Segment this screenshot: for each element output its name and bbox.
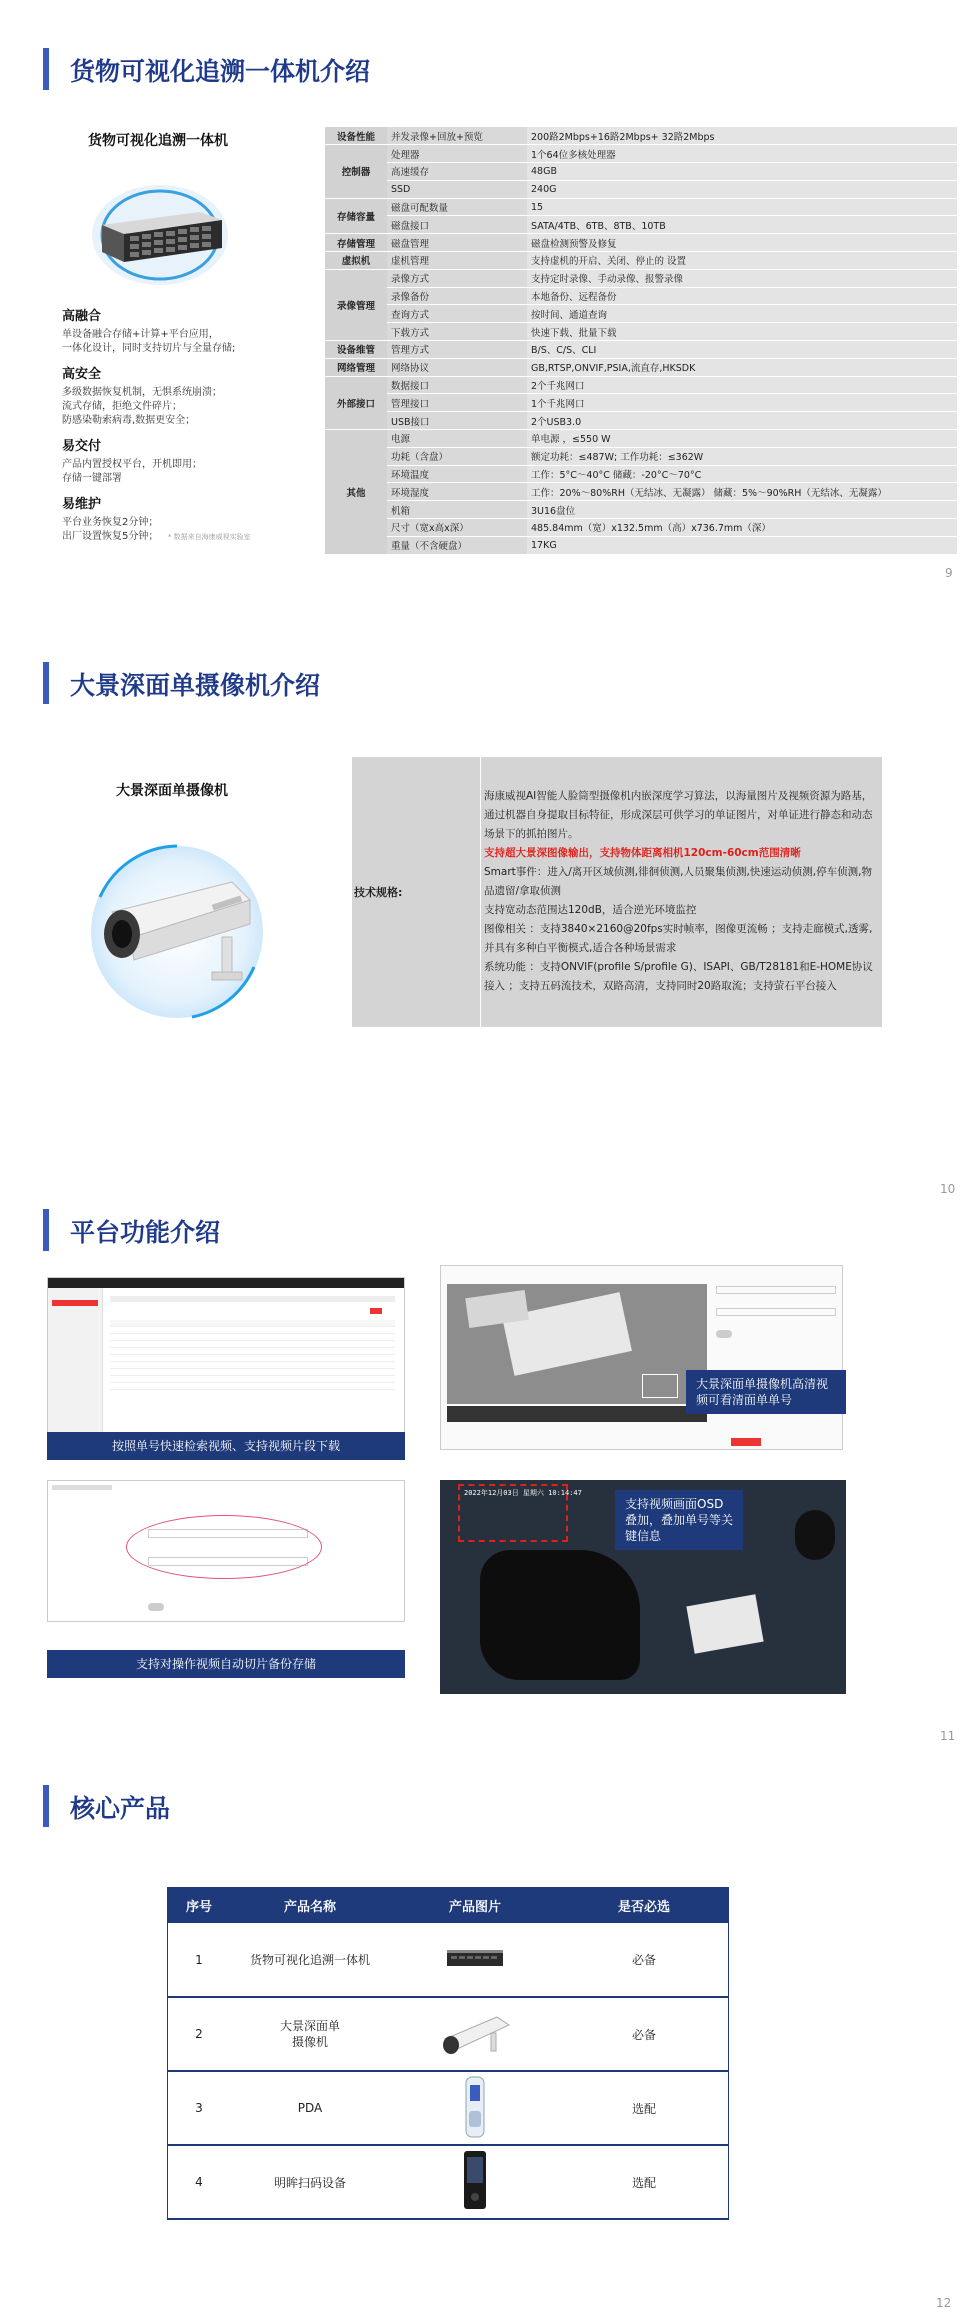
feature-line: 流式存储，拒绝文件碎片； bbox=[62, 401, 182, 412]
page-number: 10 bbox=[940, 1182, 956, 1196]
table-row bbox=[110, 1376, 395, 1383]
spec-item: 下载方式 bbox=[387, 323, 527, 341]
table-row bbox=[110, 1334, 395, 1341]
row-no: 3 bbox=[168, 2071, 230, 2145]
col-header: 序号 bbox=[168, 1887, 230, 1923]
feature-line-text: 出厂设置恢复5分钟； bbox=[62, 531, 159, 542]
server-image bbox=[90, 180, 230, 290]
table-row bbox=[110, 1369, 395, 1376]
row-name: 货物可视化追溯一体机 bbox=[230, 1923, 390, 1997]
camera-spec-label-cell bbox=[352, 757, 479, 1027]
sidebar-active-item bbox=[52, 1300, 98, 1306]
spec-item: 环境湿度 bbox=[387, 483, 527, 501]
spec-row bbox=[325, 198, 957, 216]
spec-value: SATA/4TB、6TB、8TB、10TB bbox=[527, 216, 957, 234]
scanner-product-icon bbox=[460, 2149, 490, 2213]
page-number: 11 bbox=[940, 1729, 956, 1743]
result-rows bbox=[110, 1320, 395, 1390]
camera-spec-box bbox=[352, 757, 882, 1027]
row-image bbox=[390, 1997, 560, 2071]
spec-row bbox=[325, 305, 957, 323]
spec-item: 处理器 bbox=[387, 145, 527, 163]
callout-osd: 支持视频画面OSD叠加，叠加单号等关键信息 bbox=[615, 1490, 743, 1550]
spec-value: 2个USB3.0 bbox=[527, 412, 957, 430]
table-row bbox=[168, 2145, 728, 2219]
spec-row bbox=[325, 323, 957, 341]
callout-hd: 大景深面单摄像机高清视频可看清面单单号 bbox=[686, 1370, 846, 1414]
caption-search: 按照单号快速检索视频、支持视频片段下载 bbox=[47, 1432, 405, 1460]
spec-value: 2个千兆网口 bbox=[527, 376, 957, 394]
toggle bbox=[148, 1603, 164, 1611]
spec-value: 磁盘检测预警及修复 bbox=[527, 234, 957, 252]
panel-field bbox=[716, 1286, 836, 1294]
spec-value: 17KG bbox=[527, 536, 957, 554]
spec-line: 图像相关 ：支持3840×2160@20fps实时帧率，图像更流畅 ；支持走廊模式,透雾, bbox=[484, 923, 873, 935]
zoom-box bbox=[642, 1374, 678, 1398]
app-header bbox=[48, 1278, 404, 1288]
slide1-title: 货物可视化追溯一体机介绍 bbox=[70, 57, 371, 86]
spec-line: 并具有多种白平衡模式,适合各种场景需求 bbox=[484, 942, 677, 954]
spec-item: 功耗（含盘） bbox=[387, 447, 527, 465]
spec-value: 支持定时录像、手动录像、报警录像 bbox=[527, 269, 957, 287]
spec-row bbox=[325, 501, 957, 519]
spec-row bbox=[325, 483, 957, 501]
spec-category: 外部接口 bbox=[325, 376, 387, 429]
spec-value: 1个64位多核处理器 bbox=[527, 145, 957, 163]
section-accent-bar bbox=[43, 1785, 49, 1827]
table-row bbox=[110, 1341, 395, 1348]
feature-block bbox=[62, 363, 312, 428]
spec-value: 485.84mm（宽）x132.5mm（高）x736.7mm（深） bbox=[527, 519, 957, 537]
spec-category: 录像管理 bbox=[325, 269, 387, 340]
table-row bbox=[110, 1383, 395, 1390]
feature-heading: 高安全 bbox=[62, 367, 102, 382]
scanner-device bbox=[795, 1510, 835, 1560]
server-name: 货物可视化追溯一体机 bbox=[88, 133, 228, 149]
spec-value: 本地备份、远程备份 bbox=[527, 287, 957, 305]
search-bar bbox=[110, 1296, 395, 1302]
table-header bbox=[168, 1887, 728, 1923]
row-name: 大景深面单 摄像机 bbox=[230, 1997, 390, 2071]
osd-timestamp: 2022年12月03日 星期六 10:14:47 bbox=[464, 1489, 582, 1497]
footnote: * 数据来自海康威视实验室 bbox=[167, 533, 251, 541]
spec-item: 管理接口 bbox=[387, 394, 527, 412]
spec-category: 其他 bbox=[325, 430, 387, 555]
spec-row bbox=[325, 447, 957, 465]
spec-item: 尺寸（宽x高x深） bbox=[387, 519, 527, 537]
spec-value: 工作：20%～80%RH（无结冰、无凝露） 储藏：5%～90%RH（无结冰、无凝露） bbox=[527, 483, 957, 501]
spec-value: 工作：5°C～40°C 储藏：-20°C～70°C bbox=[527, 465, 957, 483]
row-name: PDA bbox=[230, 2071, 390, 2145]
row-image bbox=[390, 1923, 560, 1997]
spec-item: 查询方式 bbox=[387, 305, 527, 323]
spec-row bbox=[325, 180, 957, 198]
feature-heading: 高融合 bbox=[62, 309, 102, 324]
row-required: 必备 bbox=[560, 1923, 728, 1997]
spec-row bbox=[325, 376, 957, 394]
spec-item: 重量（不含硬盘） bbox=[387, 536, 527, 554]
spec-divider bbox=[480, 757, 481, 1027]
spec-item: 数据接口 bbox=[387, 376, 527, 394]
camera-spec-text bbox=[484, 787, 880, 996]
app-sidebar bbox=[48, 1288, 103, 1434]
spec-row bbox=[325, 358, 957, 376]
row-no: 4 bbox=[168, 2145, 230, 2219]
spec-item: 机箱 bbox=[387, 501, 527, 519]
feature-line bbox=[62, 530, 312, 544]
table-row bbox=[168, 1997, 728, 2071]
spec-item: 磁盘管理 bbox=[387, 234, 527, 252]
feature-heading: 易交付 bbox=[62, 439, 102, 454]
feature-list bbox=[62, 305, 312, 544]
page-number: 9 bbox=[945, 566, 953, 580]
slide3-title: 平台功能介绍 bbox=[70, 1218, 221, 1247]
spec-row bbox=[325, 145, 957, 163]
camera-image bbox=[72, 842, 282, 1022]
spec-value: 快速下载、批量下载 bbox=[527, 323, 957, 341]
spec-category: 设备维管 bbox=[325, 341, 387, 359]
spec-row bbox=[325, 287, 957, 305]
search-button bbox=[370, 1308, 382, 1314]
spec-line: 场景下的抓拍图片。 bbox=[484, 828, 579, 840]
page-number: 12 bbox=[936, 2296, 952, 2310]
spec-line: 海康威视AI智能人脸筒型摄像机内嵌深度学习算法，以海量图片及视频资源为路基， bbox=[484, 790, 873, 802]
spec-row bbox=[325, 234, 957, 252]
product-table bbox=[168, 1887, 728, 2220]
row-image bbox=[390, 2145, 560, 2219]
spec-row bbox=[325, 519, 957, 537]
spec-value: 1个千兆网口 bbox=[527, 394, 957, 412]
table-row bbox=[168, 1923, 728, 1997]
table-row bbox=[110, 1327, 395, 1334]
table-row bbox=[110, 1355, 395, 1362]
spec-item: 环境温度 bbox=[387, 465, 527, 483]
spec-category: 虚拟机 bbox=[325, 252, 387, 270]
shirt-shape bbox=[480, 1550, 640, 1680]
spec-value: 15 bbox=[527, 198, 957, 216]
table-row bbox=[110, 1348, 395, 1355]
playback-screenshot bbox=[440, 1265, 843, 1450]
spec-item: 电源 bbox=[387, 430, 527, 448]
col-header: 产品图片 bbox=[390, 1887, 560, 1923]
feature-line: 存储一键部署 bbox=[62, 473, 122, 484]
spec-value: 3U16盘位 bbox=[527, 501, 957, 519]
spec-row bbox=[325, 269, 957, 287]
feature-line: 平台业务恢复2分钟； bbox=[62, 517, 159, 528]
camera-spec-label: 技术规格: bbox=[354, 886, 403, 899]
spec-value: 单电源 ，≤550 W bbox=[527, 430, 957, 448]
feature-line: 多级数据恢复机制，无惧系统崩溃； bbox=[62, 387, 222, 398]
panel-field bbox=[716, 1308, 836, 1316]
caption-slicing: 支持对操作视频自动切片备份存储 bbox=[47, 1650, 405, 1678]
server-product-icon bbox=[445, 1946, 505, 1970]
spec-category: 存储容量 bbox=[325, 198, 387, 234]
row-name: 明眸扫码设备 bbox=[230, 2145, 390, 2219]
spec-value: 按时间、通道查询 bbox=[527, 305, 957, 323]
spec-item: 高速缓存 bbox=[387, 163, 527, 181]
highlight-ellipse bbox=[126, 1515, 322, 1579]
video-timeline bbox=[447, 1406, 707, 1422]
spec-row bbox=[325, 127, 957, 145]
feature-line: 防感染勒索病毒,数据更安全； bbox=[62, 415, 196, 426]
spec-item: USB接口 bbox=[387, 412, 527, 430]
spec-line: 系统功能 ：支持ONVIF(profile S/profile G)、ISAPI、GB/T28181和E-HOME协议 bbox=[484, 961, 873, 973]
camera-name: 大景深面单摄像机 bbox=[116, 783, 228, 799]
feature-line: 一体化设计，同时支持切片与全量存储; bbox=[62, 343, 236, 354]
spec-row bbox=[325, 430, 957, 448]
row-image bbox=[390, 2071, 560, 2145]
spec-row bbox=[325, 341, 957, 359]
action-button bbox=[731, 1438, 761, 1446]
col-header: 是否必选 bbox=[560, 1887, 728, 1923]
row-required: 必备 bbox=[560, 1997, 728, 2071]
spec-category: 网络管理 bbox=[325, 358, 387, 376]
spec-row bbox=[325, 252, 957, 270]
spec-line: 通过机器自身提取目标特征，形成深层可供学习的单证图片，对单证进行静态和动态 bbox=[484, 809, 873, 821]
video-frame bbox=[447, 1284, 707, 1404]
feature-heading: 易维护 bbox=[62, 497, 102, 512]
spec-item: 磁盘可配数量 bbox=[387, 198, 527, 216]
spec-row bbox=[325, 412, 957, 430]
spec-line: Smart事件：进入/离开区域侦测,徘徊侦测,人员聚集侦测,快速运动侦测,停车侦测,物 bbox=[484, 866, 872, 878]
spec-value: 240G bbox=[527, 180, 957, 198]
row-required: 选配 bbox=[560, 2145, 728, 2219]
spec-category: 存储管理 bbox=[325, 234, 387, 252]
spec-item: 虚机管理 bbox=[387, 252, 527, 270]
spec-category: 控制器 bbox=[325, 145, 387, 198]
toggle bbox=[716, 1330, 732, 1338]
pda-product-icon bbox=[460, 2075, 490, 2139]
search-screenshot bbox=[47, 1277, 405, 1434]
feature-line: 单设备融合存储+计算+平台应用， bbox=[62, 329, 219, 340]
feature-block bbox=[62, 435, 312, 486]
row-no: 1 bbox=[168, 1923, 230, 1997]
spec-value: 200路2Mbps+16路2Mbps+ 32路2Mbps bbox=[527, 127, 957, 145]
spec-table-wrapper bbox=[325, 127, 957, 555]
spec-item: 网络协议 bbox=[387, 358, 527, 376]
slicing-screenshot bbox=[47, 1480, 405, 1622]
spec-line: 接入 ；支持五码流技术，双路高清，支持同时20路取流；支持萤石平台接入 bbox=[484, 980, 837, 992]
camera-product-icon bbox=[435, 2009, 515, 2057]
feature-block bbox=[62, 493, 312, 544]
spec-item: 磁盘接口 bbox=[387, 216, 527, 234]
table-row bbox=[168, 2071, 728, 2145]
spec-value: 48GB bbox=[527, 163, 957, 181]
row-required: 选配 bbox=[560, 2071, 728, 2145]
spec-item: SSD bbox=[387, 180, 527, 198]
section-accent-bar bbox=[43, 1209, 49, 1251]
product-table-wrapper bbox=[167, 1887, 729, 2220]
spec-line: 品遗留/拿取侦测 bbox=[484, 885, 562, 897]
spec-item: 并发录像+回放+预览 bbox=[387, 127, 527, 145]
spec-table bbox=[325, 127, 957, 555]
spec-category: 设备性能 bbox=[325, 127, 387, 145]
spec-value: 支持虚机的开启、关闭、停止的 设置 bbox=[527, 252, 957, 270]
right-panel bbox=[716, 1286, 836, 1338]
parcel-label bbox=[686, 1594, 763, 1653]
section-accent-bar bbox=[43, 662, 49, 704]
spec-highlight-line: 支持超大景深图像输出，支持物体距离相机120cm-60cm范围清晰 bbox=[484, 847, 801, 859]
table-row bbox=[110, 1362, 395, 1369]
spec-item: 录像方式 bbox=[387, 269, 527, 287]
spec-row bbox=[325, 394, 957, 412]
settings-breadcrumb bbox=[52, 1485, 112, 1490]
col-header: 产品名称 bbox=[230, 1887, 390, 1923]
spec-row bbox=[325, 163, 957, 181]
spec-item: 录像备份 bbox=[387, 287, 527, 305]
row-no: 2 bbox=[168, 1997, 230, 2071]
spec-row bbox=[325, 536, 957, 554]
spec-value: B/S、C/S、CLI bbox=[527, 341, 957, 359]
feature-line: 产品内置授权平台，开机即用； bbox=[62, 459, 202, 470]
spec-row bbox=[325, 465, 957, 483]
spec-value: 额定功耗：≤487W; 工作功耗：≤362W bbox=[527, 447, 957, 465]
section-accent-bar bbox=[43, 48, 49, 90]
feature-block bbox=[62, 305, 312, 356]
slide4-title: 核心产品 bbox=[70, 1794, 171, 1823]
spec-value: GB,RTSP,ONVIF,PSIA,流直存,HKSDK bbox=[527, 358, 957, 376]
spec-line: 支持宽动态范围达120dB，适合逆光环境监控 bbox=[484, 904, 697, 916]
spec-item: 管理方式 bbox=[387, 341, 527, 359]
table-row bbox=[110, 1320, 395, 1327]
slide2-title: 大景深面单摄像机介绍 bbox=[70, 671, 321, 700]
spec-row bbox=[325, 216, 957, 234]
